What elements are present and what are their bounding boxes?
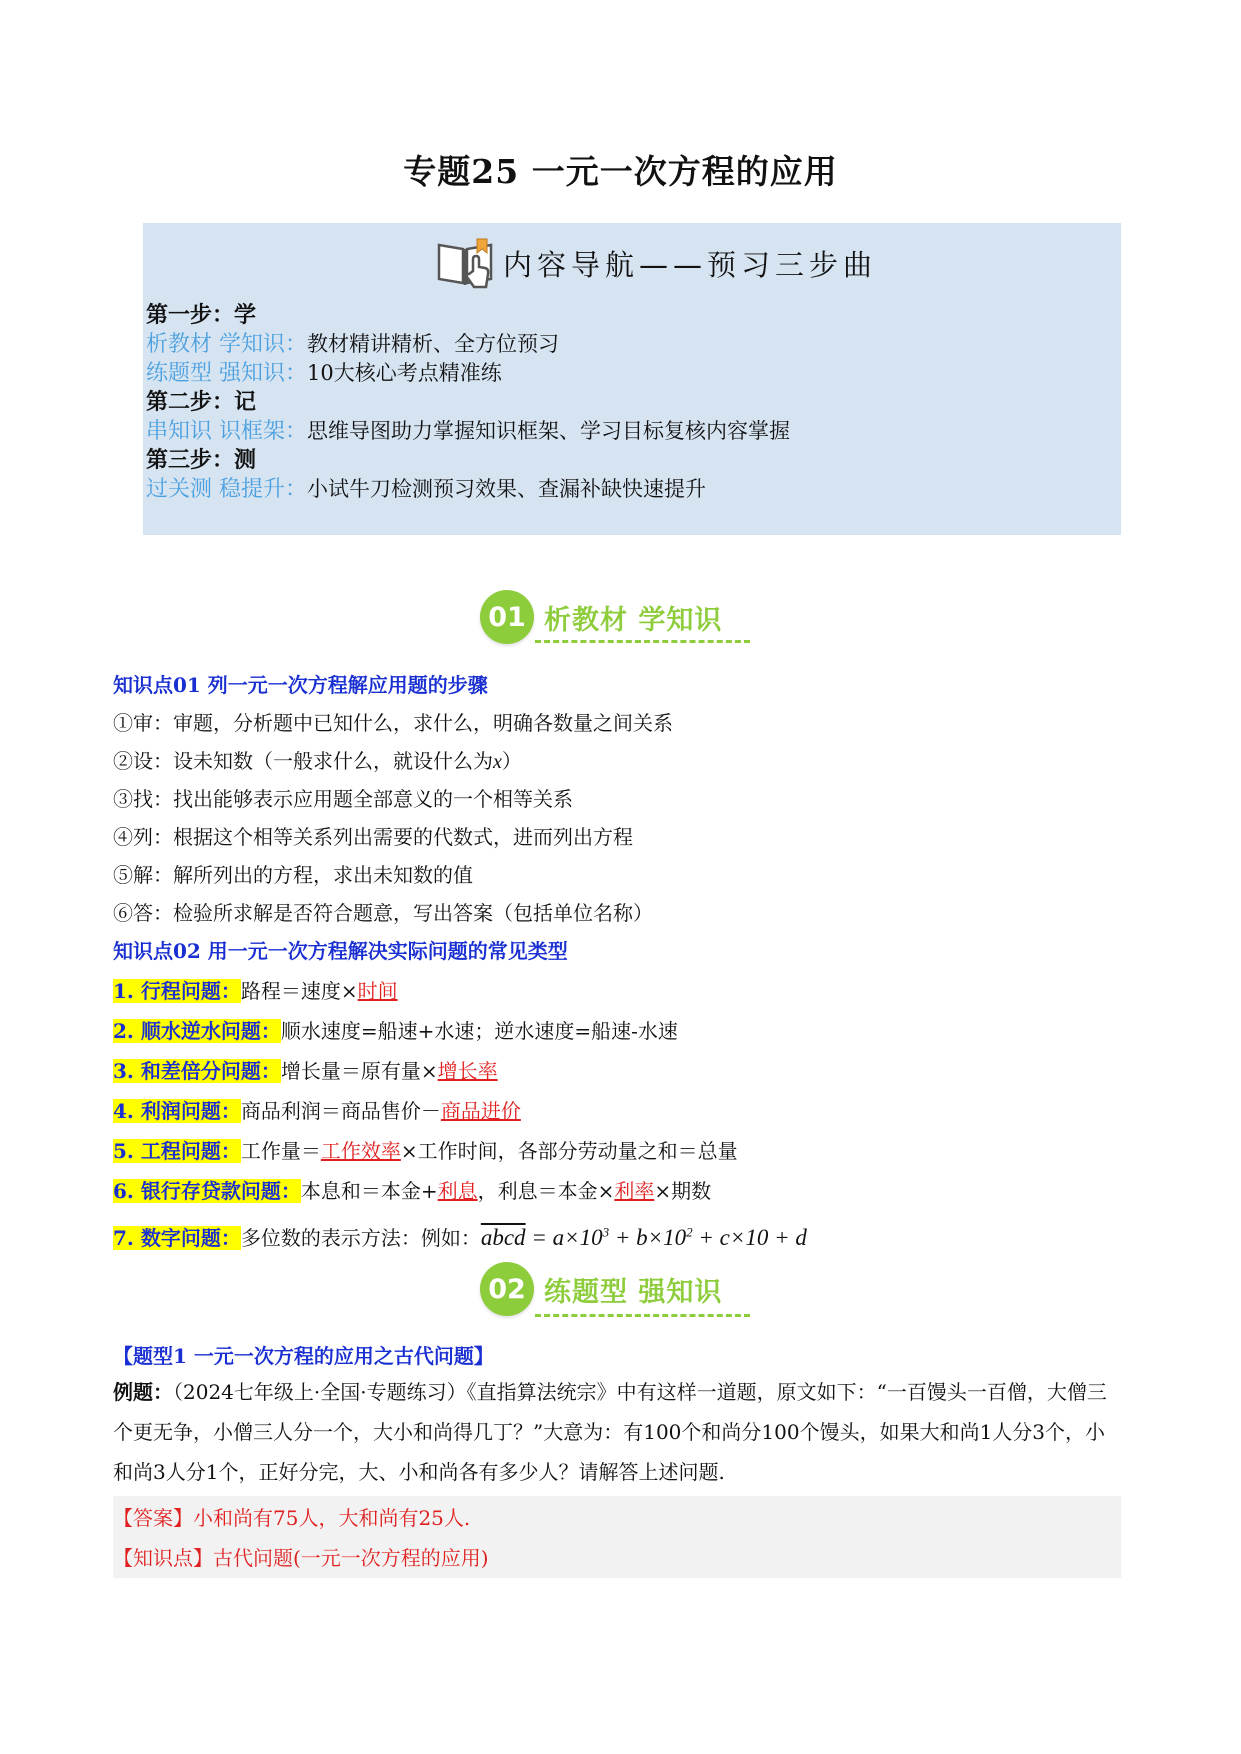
type-1-label: 1. 行程问题： [113, 979, 241, 1003]
nav-line-4-desc: 小试牛刀检测预习效果、查漏补缺快速提升 [307, 477, 706, 501]
kp1-step-2-text: ②设：设未知数（一般求什么，就设什么为 [113, 749, 493, 773]
nav-line-1-desc: 教材精讲精析、全方位预习 [307, 332, 559, 356]
type-1-text: 路程＝速度× [240, 979, 358, 1003]
nav-line-4 [146, 475, 706, 504]
nav-header [433, 231, 877, 295]
type-6-label: 6. 银行存贷款问题： [113, 1179, 301, 1203]
kp1-step-2 [113, 745, 522, 774]
kp1-step-6: ⑥答：检验所求解是否符合题意，写出答案（包括单位名称） [113, 901, 653, 925]
step2-heading: 第二步：记 [146, 389, 257, 415]
type-3-text: 增长量＝原有量× [280, 1059, 438, 1083]
type-2-text: 顺水速度=船速+水速；逆水速度=船速-水速 [280, 1019, 678, 1043]
digit-formula-b: + b×10 [609, 1225, 687, 1250]
type-4-line [113, 1095, 537, 1124]
kp1-step-2-var: x [493, 751, 502, 773]
nav-heading: 内容导航——预习三步曲 [503, 247, 878, 282]
section-02-banner [480, 1262, 722, 1316]
page-title: 专题25 一元一次方程的应用 [403, 152, 838, 191]
example-label: 例题： [113, 1380, 173, 1404]
nav-line-2-key: 练题型 强知识： [146, 361, 307, 386]
type-1-line [113, 975, 410, 1004]
type-4-fill [441, 1099, 537, 1123]
nav-line-3-desc: 思维导图助力掌握知识框架、学习目标复核内容掌握 [307, 419, 790, 443]
kp1-heading: 知识点01 列一元一次方程解应用题的步骤 [113, 673, 488, 697]
type-2-label: 2. 顺水逆水问题： [113, 1019, 281, 1043]
digit-formula-c: + c×10 + d [692, 1225, 807, 1250]
kp1-step-2-end: ） [501, 749, 522, 773]
section-01-number: 01 [480, 590, 534, 644]
question-type-1-heading: 【题型1 一元一次方程的应用之古代问题】 [113, 1344, 494, 1368]
type-7-label: 7. 数字问题： [113, 1226, 241, 1250]
nav-line-3-key: 串知识 识框架： [146, 419, 307, 444]
type-5-text2: ×工作时间，各部分劳动量之和＝总量 [400, 1139, 738, 1163]
content-navigation-box [143, 223, 1121, 535]
knowledge-point-tag: 【知识点】 [113, 1546, 213, 1570]
type-3-line [113, 1055, 522, 1084]
section-01-banner [480, 590, 722, 644]
step1-heading: 第一步：学 [146, 302, 257, 328]
type-3-label: 3. 和差倍分问题： [113, 1059, 281, 1083]
answer-box [113, 1496, 1121, 1578]
digit-formula-overline: abcd [480, 1225, 526, 1250]
book-pointer-icon [433, 231, 497, 295]
section-02-title: 练题型 强知识 [544, 1276, 723, 1308]
kp2-heading: 知识点02 用一元一次方程解决实际问题的常见类型 [113, 939, 568, 963]
type-5-label: 5. 工程问题： [113, 1139, 241, 1163]
kp1-step-5: ⑤解：解所列出的方程，求出未知数的值 [113, 863, 473, 887]
type-1-fill-text: 时间 [357, 979, 398, 1003]
type-5-text1: 工作量＝ [240, 1139, 321, 1163]
nav-line-3 [146, 417, 790, 446]
section-02-divider [535, 1314, 750, 1317]
type-1-fill [358, 979, 410, 1003]
type-7-line [113, 1222, 807, 1251]
type-3-fill [438, 1059, 522, 1083]
type-4-text: 商品利润＝商品售价－ [240, 1099, 441, 1123]
section-01-title: 析教材 学知识 [544, 604, 723, 636]
nav-line-2 [146, 359, 502, 388]
nav-line-4-key: 过关测 稳提升： [146, 477, 307, 502]
answer-line [113, 1502, 470, 1531]
nav-line-1 [146, 330, 559, 359]
step3-heading: 第三步：测 [146, 447, 257, 473]
type-5-fill: 工作效率 [320, 1139, 401, 1163]
example-paragraph [113, 1372, 1121, 1492]
kp1-step-3: ③找：找出能够表示应用题全部意义的一个相等关系 [113, 787, 573, 811]
type-7-text: 多位数的表示方法：例如： [240, 1226, 481, 1250]
example-text: （2024七年级上·全国·专题练习）《直指算法统宗》中有这样一道题，原文如下：“一百馒头一百僧，大僧三个更无争，小僧三人分一个，大小和尚得几丁？”大意为：有100个和尚分100个馒头，如果大和尚1人分3个，小和尚3人分1个，正好分完，大、小和尚各有多少人？请解答上述问题. [113, 1380, 1107, 1484]
digit-formula-a: = a×10 [525, 1225, 603, 1250]
answer-tag: 【答案】 [113, 1506, 193, 1530]
type-4-fill-text: 商品进价 [440, 1099, 521, 1123]
nav-line-1-key: 析教材 学知识： [146, 332, 307, 357]
type-5-line [113, 1135, 738, 1164]
type-6-text2: ，利息＝本金× [477, 1179, 615, 1203]
knowledge-point-text: 古代问题(一元一次方程的应用) [213, 1546, 489, 1570]
type-4-label: 4. 利润问题： [113, 1099, 241, 1123]
answer-text: 小和尚有75人，大和尚有25人. [193, 1506, 471, 1530]
nav-line-2-desc: 10大核心考点精准练 [307, 361, 502, 385]
kp1-step-4: ④列：根据这个相等关系列出需要的代数式，进而列出方程 [113, 825, 633, 849]
section-02-number: 02 [480, 1262, 534, 1316]
type-6-text3: ×期数 [654, 1179, 712, 1203]
type-6-line [113, 1175, 711, 1204]
digit-formula-exp2: 2 [686, 1224, 693, 1240]
type-6-fill2: 利率 [614, 1179, 655, 1203]
type-2-line [113, 1015, 678, 1044]
section-01-divider [535, 640, 750, 643]
digit-formula-exp3: 3 [602, 1224, 610, 1240]
type-3-fill-text: 增长率 [437, 1059, 498, 1083]
knowledge-point-line [113, 1542, 489, 1571]
kp1-step-1: ①审：审题，分析题中已知什么，求什么，明确各数量之间关系 [113, 711, 673, 735]
type-6-text1: 本息和＝本金+ [300, 1179, 438, 1203]
digit-formula [481, 1225, 807, 1250]
type-6-fill1: 利息 [437, 1179, 478, 1203]
